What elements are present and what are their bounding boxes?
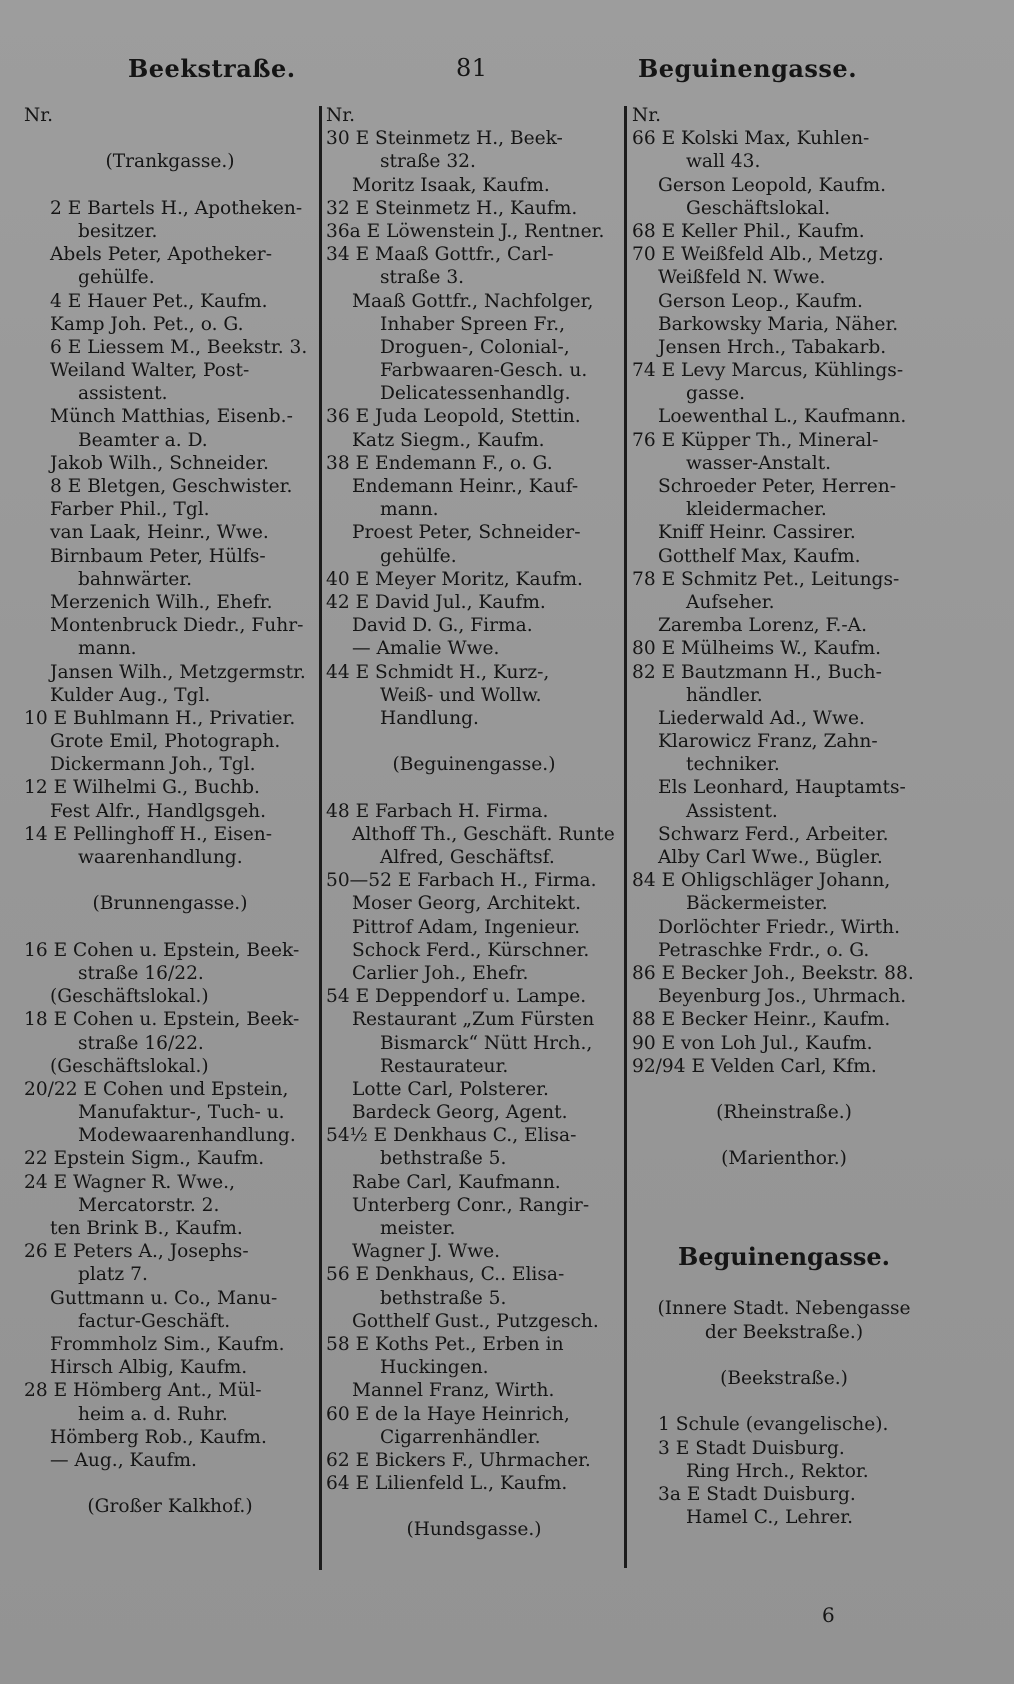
running-head-right: Beguinengasse.	[638, 54, 858, 83]
directory-line: Nr.	[24, 105, 54, 126]
directory-line: 34 E Maaß Gottfr., Carl-	[326, 244, 554, 266]
directory-line: Huckingen.	[380, 1357, 489, 1379]
directory-line: 3a E Stadt Duisburg.	[658, 1483, 856, 1505]
directory-line: 76 E Küpper Th., Mineral-	[632, 429, 879, 451]
directory-line: Bismarck“ Nütt Hrch.,	[380, 1032, 593, 1054]
spacer	[632, 1344, 936, 1367]
directory-line: David D. G., Firma.	[352, 615, 533, 637]
section-heading: (Beguinengasse.)	[392, 754, 556, 776]
directory-line: Fest Alfr., Handlgsgeh.	[50, 800, 267, 822]
directory-line: Jansen Wilh., Metzgermstr.	[50, 661, 306, 683]
directory-line: Birnbaum Peter, Hülfs-	[50, 545, 266, 567]
directory-line: 20/22 E Cohen und Epstein,	[24, 1078, 289, 1100]
directory-line: Droguen-, Colonial-,	[380, 336, 570, 358]
directory-line: Mercatorstr. 2.	[78, 1194, 220, 1216]
directory-line: — Aug., Kaufm.	[50, 1449, 197, 1471]
directory-line: Katz Siegm., Kaufm.	[352, 429, 545, 451]
directory-line: bethstraße 5.	[380, 1148, 507, 1170]
directory-line: Farber Phil., Tgl.	[50, 499, 210, 521]
directory-line: Els Leonhard, Hauptamts-	[658, 777, 906, 799]
directory-line: 6 E Liessem M., Beekstr. 3.	[50, 336, 308, 358]
spacer	[632, 1171, 936, 1194]
directory-line: 54½ E Denkhaus C., Elisa-	[326, 1125, 577, 1147]
directory-line: Delicatessenhandlg.	[380, 383, 571, 405]
directory-line: Ring Hrch., Rektor.	[686, 1460, 869, 1482]
spacer	[326, 776, 622, 799]
directory-line: Schwarz Ferd., Arbeiter.	[658, 823, 889, 845]
directory-line: bahnwärter.	[78, 568, 193, 590]
directory-line: 64 E Lilienfeld L., Kaufm.	[326, 1473, 568, 1495]
directory-line: Inhaber Spreen Fr.,	[380, 313, 566, 335]
directory-line: 70 E Weißfeld Alb., Metzg.	[632, 244, 884, 266]
directory-line: Dorlöchter Friedr., Wirth.	[658, 916, 900, 938]
directory-line: Gerson Leopold, Kaufm.	[658, 174, 887, 196]
directory-line: Bardeck Georg, Agent.	[352, 1102, 568, 1124]
directory-line: Kniff Heinr. Cassirer.	[658, 522, 856, 544]
directory-line: gehülfe.	[78, 267, 155, 289]
directory-line: Assistent.	[686, 800, 778, 822]
directory-line: Mannel Franz, Wirth.	[352, 1380, 555, 1402]
directory-line: Zaremba Lorenz, F.-A.	[658, 615, 867, 637]
directory-line: Jakob Wilh., Schneider.	[50, 452, 269, 474]
directory-line: Guttmann u. Co., Manu-	[50, 1287, 278, 1309]
directory-line: Aufseher.	[686, 591, 775, 613]
directory-line: Lotte Carl, Polsterer.	[352, 1078, 549, 1100]
directory-line: 36a E Löwenstein J., Rentner.	[326, 220, 605, 242]
directory-line: Weiland Walter, Post-	[50, 360, 250, 382]
directory-line: Restaurant „Zum Fürsten	[352, 1009, 595, 1031]
directory-line: 28 E Hömberg Ant., Mül-	[24, 1380, 262, 1402]
directory-line: Moritz Isaak, Kaufm.	[352, 174, 550, 196]
directory-line: 48 E Farbach H. Firma.	[326, 800, 549, 822]
directory-line: 80 E Mülheims W., Kaufm.	[632, 638, 881, 660]
directory-line: 62 E Bickers F., Uhrmacher.	[326, 1449, 591, 1471]
directory-line: Farbwaaren-Gesch. u.	[380, 360, 588, 382]
directory-line: ten Brink B., Kaufm.	[50, 1218, 243, 1239]
directory-line: 1 Schule (evangelische).	[658, 1414, 889, 1436]
spacer	[24, 174, 316, 197]
directory-line: Moser Georg, Architekt.	[352, 893, 582, 915]
section-heading: der Beekstraße.)	[704, 1321, 864, 1343]
directory-line: mann.	[78, 638, 137, 660]
directory-line: Kamp Joh. Pet., o. G.	[50, 313, 244, 335]
directory-line: gehülfe.	[380, 545, 457, 567]
directory-line: straße 16/22.	[78, 1032, 204, 1054]
directory-line: 12 E Wilhelmi G., Buchb.	[24, 777, 260, 799]
directory-line: händler.	[686, 684, 763, 706]
directory-line: Nr.	[632, 105, 662, 126]
directory-line: Hömberg Rob., Kaufm.	[50, 1426, 267, 1448]
section-heading: (Brunnengasse.)	[92, 893, 248, 915]
directory-line: Frommholz Sim., Kaufm.	[50, 1333, 285, 1355]
directory-line: 14 E Pellinghoff H., Eisen-	[24, 823, 273, 845]
directory-line: Wagner J. Wwe.	[352, 1241, 501, 1263]
spacer	[632, 1124, 936, 1147]
directory-line: besitzer.	[78, 220, 158, 242]
directory-line: 58 E Koths Pet., Erben in	[326, 1333, 564, 1355]
directory-line: Geschäftslokal.	[686, 197, 831, 219]
directory-line: Schock Ferd., Kürschner.	[352, 939, 590, 961]
directory-line: 4 E Hauer Pet., Kaufm.	[50, 290, 268, 312]
directory-line: Gerson Leop., Kaufm.	[658, 290, 863, 312]
column-rule-2	[624, 106, 627, 1568]
directory-line: 10 E Buhlmann H., Privatier.	[24, 707, 296, 729]
spacer	[24, 127, 316, 150]
directory-line: Bäckermeister.	[686, 893, 828, 915]
directory-line: 22 Epstein Sigm., Kaufm.	[24, 1148, 265, 1170]
directory-line: kleidermacher.	[686, 499, 827, 521]
directory-line: Carlier Joh., Ehefr.	[352, 962, 529, 984]
directory-line: 66 E Kolski Max, Kuhlen-	[632, 128, 870, 150]
directory-line: Weißfeld N. Wwe.	[658, 267, 826, 289]
section-heading: (Rheinstraße.)	[716, 1102, 852, 1124]
directory-line: Klarowicz Franz, Zahn-	[658, 731, 878, 753]
directory-line: Liederwald Ad., Wwe.	[658, 707, 865, 729]
directory-line: Unterberg Conr., Rangir-	[352, 1194, 590, 1216]
directory-line: Hirsch Albig, Kaufm.	[50, 1357, 248, 1379]
directory-line: straße 16/22.	[78, 962, 204, 984]
directory-line: Alby Carl Wwe., Bügler.	[658, 847, 883, 868]
directory-line: 38 E Endemann F., o. G.	[326, 452, 553, 474]
directory-line: Münch Matthias, Eisenb.-	[50, 406, 293, 428]
directory-line: 3 E Stadt Duisburg.	[658, 1437, 845, 1459]
column-3	[632, 104, 936, 1529]
spacer	[632, 1217, 936, 1240]
directory-line: Gotthelf Max, Kaufm.	[658, 545, 861, 567]
directory-line: Abels Peter, Apotheker-	[50, 244, 272, 266]
directory-line: Proest Peter, Schneider-	[352, 522, 581, 544]
directory-line: gasse.	[686, 383, 745, 405]
section-heading: (Hundsgasse.)	[406, 1519, 542, 1541]
running-head-left: Beekstraße.	[128, 54, 296, 83]
directory-line: Merzenich Wilh., Ehefr.	[50, 591, 273, 613]
directory-line: 18 E Cohen u. Epstein, Beek-	[24, 1009, 300, 1031]
directory-line: Hamel C., Lehrer.	[686, 1507, 854, 1529]
directory-line: Dickermann Joh., Tgl.	[50, 754, 256, 776]
street-heading: Beguinengasse.	[677, 1242, 891, 1272]
directory-line: 82 E Bautzmann H., Buch-	[632, 661, 882, 683]
directory-line: 50—52 E Farbach H., Firma.	[326, 870, 597, 892]
directory-line: 24 E Wagner R. Wwe.,	[24, 1171, 235, 1193]
directory-line: 56 E Denkhaus, C.. Elisa-	[326, 1264, 565, 1286]
spacer	[24, 916, 316, 939]
directory-line: techniker.	[686, 754, 780, 776]
page-number: 81	[456, 54, 488, 82]
directory-line: 92/94 E Velden Carl, Kfm.	[632, 1055, 877, 1077]
directory-line: Beyenburg Jos., Uhrmach.	[658, 986, 907, 1008]
section-heading: (Marienthor.)	[721, 1148, 847, 1170]
section-heading: (Großer Kalkhof.)	[87, 1496, 253, 1518]
directory-line: assistent.	[78, 383, 168, 405]
directory-line: Cigarrenhändler.	[380, 1426, 541, 1448]
directory-line: Maaß Gottfr., Nachfolger,	[352, 290, 594, 312]
spacer	[632, 1078, 936, 1101]
directory-line: 42 E David Jul., Kaufm.	[326, 591, 546, 613]
directory-line: 40 E Meyer Moritz, Kaufm.	[326, 568, 583, 590]
directory-line: Weiß- und Wollw.	[380, 684, 542, 706]
signature-mark: 6	[822, 1603, 835, 1627]
section-heading: (Innere Stadt. Nebengasse	[657, 1298, 911, 1320]
spacer	[632, 1274, 936, 1297]
directory-line: (Geschäftslokal.)	[50, 1055, 209, 1077]
directory-line: 32 E Steinmetz H., Kaufm.	[326, 197, 578, 219]
directory-line: Endemann Heinr., Kauf-	[352, 476, 579, 497]
column-rule-1	[319, 106, 322, 1570]
directory-line: Kulder Aug., Tgl.	[50, 684, 211, 706]
spacer	[632, 1390, 936, 1413]
directory-line: Althoff Th., Geschäft. Runte	[352, 823, 615, 845]
directory-line: 36 E Juda Leopold, Stettin.	[326, 406, 581, 428]
directory-line: 30 E Steinmetz H., Beek-	[326, 128, 563, 150]
directory-line: 8 E Bletgen, Geschwister.	[50, 476, 293, 497]
directory-line: 54 E Deppendorf u. Lampe.	[326, 986, 587, 1008]
directory-line: Petraschke Frdr., o. G.	[658, 939, 870, 961]
spacer	[326, 1495, 622, 1518]
directory-line: Restaurateur.	[380, 1055, 509, 1077]
directory-line: mann.	[380, 499, 439, 521]
directory-line: meister.	[380, 1218, 456, 1239]
section-heading: (Beekstraße.)	[720, 1367, 848, 1389]
directory-line: 60 E de la Haye Heinrich,	[326, 1403, 570, 1425]
directory-line: Manufaktur-, Tuch- u.	[78, 1102, 285, 1124]
directory-line: straße 32.	[380, 151, 476, 173]
directory-line: heim a. d. Ruhr.	[78, 1403, 228, 1425]
directory-line: 74 E Levy Marcus, Kühlings-	[632, 360, 904, 382]
directory-line: 68 E Keller Phil., Kaufm.	[632, 220, 865, 242]
directory-line: Jensen Hrch., Tabakarb.	[658, 336, 887, 358]
column-2	[326, 104, 622, 1542]
directory-line: Barkowsky Maria, Näher.	[658, 313, 899, 335]
directory-line: 44 E Schmidt H., Kurz-,	[326, 661, 550, 683]
directory-line: van Laak, Heinr., Wwe.	[50, 522, 269, 544]
directory-line: wasser-Anstalt.	[686, 452, 832, 474]
directory-line: 2 E Bartels H., Apotheken-	[50, 197, 303, 219]
spacer	[24, 869, 316, 892]
directory-line: 16 E Cohen u. Epstein, Beek-	[24, 939, 300, 961]
spacer	[632, 1194, 936, 1217]
directory-line: Schroeder Peter, Herren-	[658, 476, 896, 497]
directory-line: Gotthelf Gust., Putzgesch.	[352, 1310, 599, 1332]
directory-line: factur-Geschäft.	[78, 1310, 231, 1332]
directory-line: (Geschäftslokal.)	[50, 986, 209, 1008]
directory-line: Handlung.	[380, 707, 479, 729]
directory-line: 84 E Ohligschläger Johann,	[632, 870, 891, 892]
directory-line: Rabe Carl, Kaufmann.	[352, 1171, 561, 1193]
directory-line: Beamter a. D.	[78, 429, 208, 451]
directory-line: — Amalie Wwe.	[352, 638, 500, 660]
directory-line: 86 E Becker Joh., Beekstr. 88.	[632, 962, 914, 984]
directory-line: Alfred, Geschäftsf.	[380, 847, 555, 868]
directory-line: bethstraße 5.	[380, 1287, 507, 1309]
directory-line: Modewaarenhandlung.	[78, 1125, 296, 1147]
directory-line: 78 E Schmitz Pet., Leitungs-	[632, 568, 900, 590]
directory-line: waarenhandlung.	[78, 847, 243, 868]
directory-line: 26 E Peters A., Josephs-	[24, 1241, 249, 1263]
directory-line: Pittrof Adam, Ingenieur.	[352, 916, 581, 938]
directory-line: wall 43.	[686, 151, 761, 173]
directory-line: Nr.	[326, 105, 356, 126]
spacer	[24, 1472, 316, 1495]
column-1	[24, 104, 316, 1518]
directory-line: 88 E Becker Heinr., Kaufm.	[632, 1009, 891, 1031]
directory-line: Grote Emil, Photograph.	[50, 731, 281, 753]
directory-line: 90 E von Loh Jul., Kaufm.	[632, 1032, 873, 1054]
spacer	[326, 730, 622, 753]
directory-line: Loewenthal L., Kaufmann.	[658, 406, 907, 428]
directory-line: platz 7.	[78, 1264, 148, 1286]
directory-line: straße 3.	[380, 267, 465, 289]
directory-line: Montenbruck Diedr., Fuhr-	[50, 615, 304, 637]
section-heading: (Trankgasse.)	[105, 151, 235, 173]
